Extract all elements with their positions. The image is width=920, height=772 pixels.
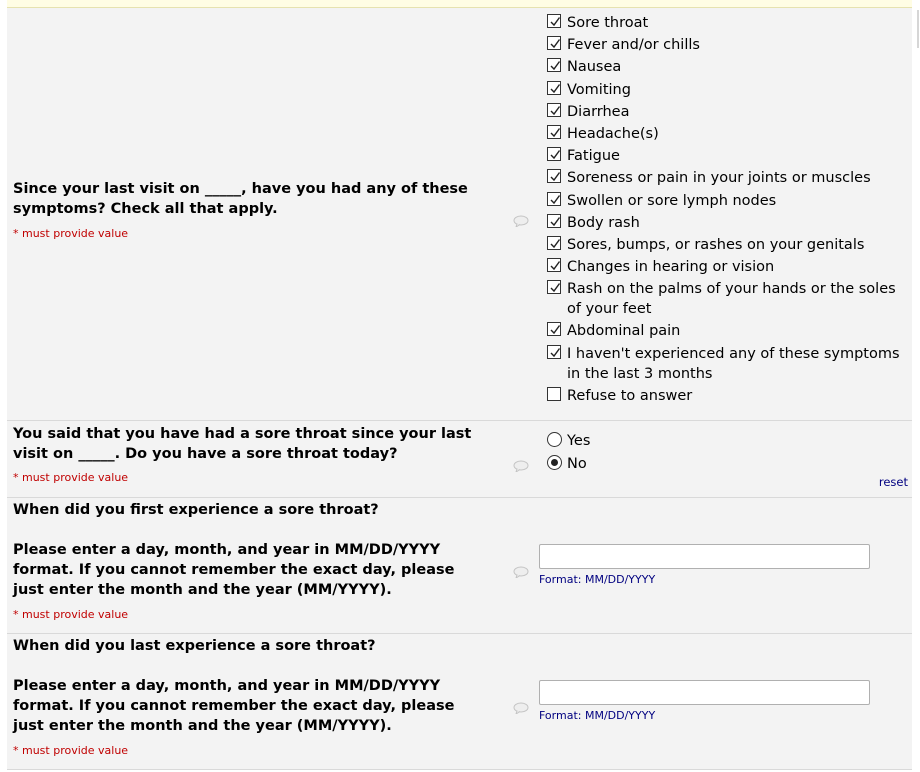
option-label: Sore throat bbox=[567, 15, 649, 31]
question-row-sore-throat-today bbox=[7, 421, 912, 498]
question-label: When did you first experience a sore throat? bbox=[13, 502, 379, 518]
question-instructions: Please enter a day, month, and year in MM/DD/YYYY format. If you cannot remember the exact day, please just enter the month and the year (MM/YYYY). bbox=[13, 542, 455, 598]
option-fever[interactable] bbox=[547, 34, 912, 56]
option-palm-rash[interactable] bbox=[547, 278, 912, 320]
option-body-rash[interactable] bbox=[547, 212, 912, 234]
question-label: When did you last experience a sore throat? bbox=[13, 638, 376, 654]
option-label: Yes bbox=[567, 433, 591, 449]
option-genital-sores[interactable] bbox=[547, 234, 912, 256]
option-abdominal-pain[interactable] bbox=[547, 320, 912, 342]
option-label: Swollen or sore lymph nodes bbox=[567, 192, 777, 209]
checkbox[interactable] bbox=[547, 58, 561, 72]
question-label: Since your last visit on _____, have you had any of these symptoms? Check all that apply. bbox=[13, 181, 468, 217]
option-label: No bbox=[567, 456, 587, 472]
checkbox[interactable] bbox=[547, 214, 561, 228]
checkmark-icon bbox=[548, 82, 562, 96]
symptom-checkbox-list bbox=[547, 12, 912, 407]
checkmark-icon bbox=[548, 59, 562, 73]
date-input[interactable] bbox=[539, 680, 870, 705]
option-no-symptoms[interactable] bbox=[547, 343, 912, 385]
checkbox[interactable] bbox=[547, 322, 561, 336]
option-label: Sores, bumps, or rashes on your genitals bbox=[567, 237, 865, 254]
checkmark-icon bbox=[548, 281, 562, 295]
format-hint: Format: MM/DD/YYYY bbox=[539, 573, 656, 586]
required-note: * must provide value bbox=[13, 471, 129, 484]
option-vomiting[interactable] bbox=[547, 79, 912, 101]
required-note: * must provide value bbox=[13, 608, 129, 621]
option-joint-pain[interactable] bbox=[547, 167, 912, 189]
checkmark-icon bbox=[548, 148, 562, 162]
question-instructions: Please enter a day, month, and year in MM/DD/YYYY format. If you cannot remember the exact day, please just enter the month and the year (MM/YYYY). bbox=[13, 678, 455, 734]
option-label: Changes in hearing or vision bbox=[567, 259, 775, 276]
checkbox[interactable] bbox=[547, 169, 561, 183]
checkbox[interactable] bbox=[547, 14, 561, 28]
checkbox[interactable] bbox=[547, 192, 561, 206]
question-label: You said that you have had a sore throat since your last visit on _____. Do you have a sore throat today? bbox=[13, 426, 472, 462]
checkmark-icon bbox=[548, 323, 562, 337]
option-label: Refuse to answer bbox=[567, 387, 693, 404]
checkmark-icon bbox=[548, 126, 562, 140]
option-label: Fatigue bbox=[567, 148, 620, 165]
format-hint: Format: MM/DD/YYYY bbox=[539, 709, 656, 722]
option-label: Diarrhea bbox=[567, 103, 630, 120]
option-label: Vomiting bbox=[567, 81, 631, 98]
date-input[interactable] bbox=[539, 544, 870, 569]
question-row-first-experience bbox=[7, 498, 912, 634]
checkbox[interactable] bbox=[547, 81, 561, 95]
option-label: Rash on the palms of your hands or the soles of your feet bbox=[567, 281, 896, 318]
checkbox[interactable] bbox=[547, 280, 561, 294]
option-label: Body rash bbox=[567, 214, 640, 231]
option-label: Headache(s) bbox=[567, 126, 659, 143]
comment-bubble-icon[interactable] bbox=[513, 215, 529, 227]
previous-row-edge bbox=[7, 0, 912, 8]
checkbox[interactable] bbox=[547, 236, 561, 250]
option-lymph-nodes[interactable] bbox=[547, 190, 912, 212]
question-row-symptoms bbox=[7, 8, 912, 421]
option-refuse[interactable] bbox=[547, 385, 912, 407]
radio-group bbox=[547, 430, 912, 476]
reset-link[interactable]: reset bbox=[878, 475, 908, 489]
option-label: I haven't experienced any of these symptoms in the last 3 months bbox=[567, 345, 900, 382]
checkmark-icon bbox=[548, 104, 562, 118]
checkmark-icon bbox=[548, 215, 562, 229]
checkbox[interactable] bbox=[547, 36, 561, 50]
checkmark-icon bbox=[548, 346, 562, 360]
comment-bubble-icon[interactable] bbox=[513, 460, 529, 472]
option-fatigue[interactable] bbox=[547, 145, 912, 167]
option-diarrhea[interactable] bbox=[547, 101, 912, 123]
option-label: Abdominal pain bbox=[567, 323, 681, 340]
question-row-last-experience bbox=[7, 634, 912, 770]
radio-button[interactable] bbox=[547, 432, 562, 447]
checkmark-icon bbox=[548, 170, 562, 184]
comment-bubble-icon[interactable] bbox=[513, 702, 529, 714]
checkbox[interactable] bbox=[547, 147, 561, 161]
checkbox[interactable] bbox=[547, 103, 561, 117]
radio-button[interactable] bbox=[547, 455, 562, 470]
checkbox[interactable] bbox=[547, 345, 561, 359]
scrollbar[interactable] bbox=[913, 0, 920, 772]
checkmark-icon bbox=[548, 15, 562, 29]
checkmark-icon bbox=[548, 237, 562, 251]
checkmark-icon bbox=[548, 193, 562, 207]
option-label: Nausea bbox=[567, 59, 622, 76]
checkbox[interactable] bbox=[547, 387, 561, 401]
scrollbar-thumb[interactable] bbox=[917, 10, 919, 48]
option-hearing-vision[interactable] bbox=[547, 256, 912, 278]
checkbox[interactable] bbox=[547, 258, 561, 272]
checkmark-icon bbox=[548, 259, 562, 273]
checkbox[interactable] bbox=[547, 125, 561, 139]
option-headache[interactable] bbox=[547, 123, 912, 145]
option-no[interactable] bbox=[547, 453, 912, 476]
option-nausea[interactable] bbox=[547, 56, 912, 78]
comment-bubble-icon[interactable] bbox=[513, 566, 529, 578]
option-label: Fever and/or chills bbox=[567, 37, 700, 54]
radio-selected-dot bbox=[551, 459, 558, 466]
option-yes[interactable] bbox=[547, 430, 912, 453]
required-note: * must provide value bbox=[13, 227, 129, 240]
option-sore-throat[interactable] bbox=[547, 12, 912, 34]
required-note: * must provide value bbox=[13, 744, 129, 757]
checkmark-icon bbox=[548, 37, 562, 51]
option-label: Soreness or pain in your joints or muscles bbox=[567, 170, 871, 187]
